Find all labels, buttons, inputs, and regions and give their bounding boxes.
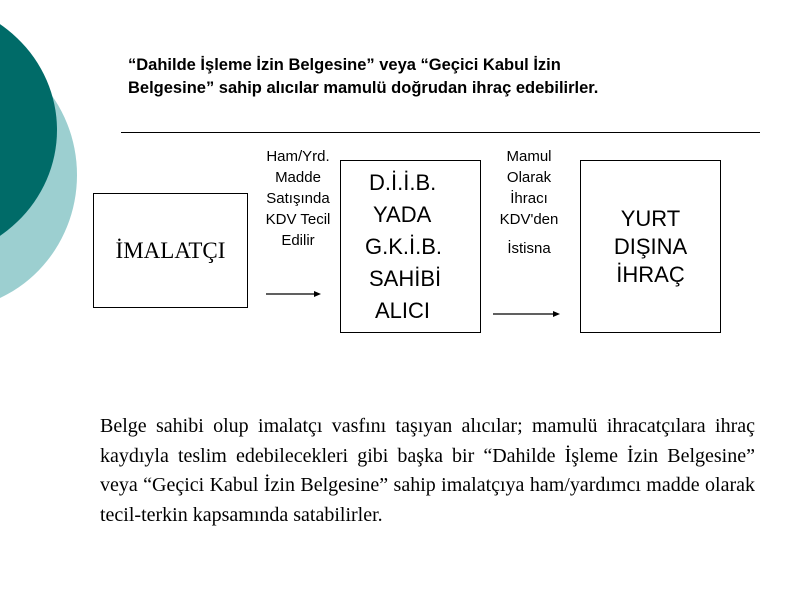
- slide-title-line-1: “Dahilde İşleme İzin Belgesine” veya “Geçici Kabul İzin: [128, 56, 561, 74]
- label-kdv-tecil-line: Satışında: [266, 190, 330, 207]
- box-alici-line: SAHİBİ: [369, 265, 442, 291]
- label-kdv-tecil: [254, 146, 342, 251]
- label-kdv-tecil-line: Edilir: [281, 232, 315, 249]
- arrow-to-alici: [266, 288, 322, 300]
- box-alici: [340, 160, 481, 333]
- box-alici-line: D.İ.İ.B.: [369, 169, 437, 195]
- box-alici-line: ALICI: [375, 297, 431, 323]
- label-kdv-istisna-line: KDV'den: [499, 211, 559, 228]
- label-kdv-tecil-line: Ham/Yrd.: [266, 148, 330, 165]
- box-yurt-disina-ihrac: [580, 160, 721, 333]
- label-kdv-istisna-line: Mamul: [506, 148, 552, 165]
- box-imalatci-label: İMALATÇI: [115, 237, 226, 263]
- label-kdv-tecil-line: Madde: [275, 169, 321, 186]
- slide-title: [128, 54, 768, 100]
- box-ihrac-line: YURT: [620, 205, 681, 231]
- box-ihrac-line: DIŞINA: [613, 233, 688, 259]
- box-alici-line: YADA: [373, 201, 432, 227]
- box-ihrac-line: İHRAÇ: [616, 261, 685, 287]
- title-divider: [121, 132, 760, 133]
- label-kdv-istisna-line: İstisna: [507, 240, 551, 257]
- label-kdv-istisna: [484, 146, 574, 259]
- box-imalatci: [93, 193, 248, 308]
- arrow-to-ihrac: [493, 308, 561, 320]
- body-paragraph: Belge sahibi olup imalatçı vasfını taşıyan alıcılar; mamulü ihracatçılara ihraç kaydıyla teslim edebilecekleri gibi başka bir “Dahilde İşleme İzin Belgesine” veya “Geçici Kabul İzin Belgesine” sahip imalatçıya ham/yardımcı madde olarak tecil-terkin kapsamında satabilirler.: [100, 415, 755, 526]
- label-kdv-tecil-line: KDV Tecil: [265, 211, 331, 228]
- box-alici-line: G.K.İ.B.: [365, 233, 443, 259]
- label-kdv-istisna-line: Olarak: [506, 169, 552, 186]
- label-kdv-istisna-line: İhracı: [510, 190, 548, 207]
- slide-title-line-2: Belgesine” sahip alıcılar mamulü doğrudan ihraç edebilirler.: [128, 79, 599, 97]
